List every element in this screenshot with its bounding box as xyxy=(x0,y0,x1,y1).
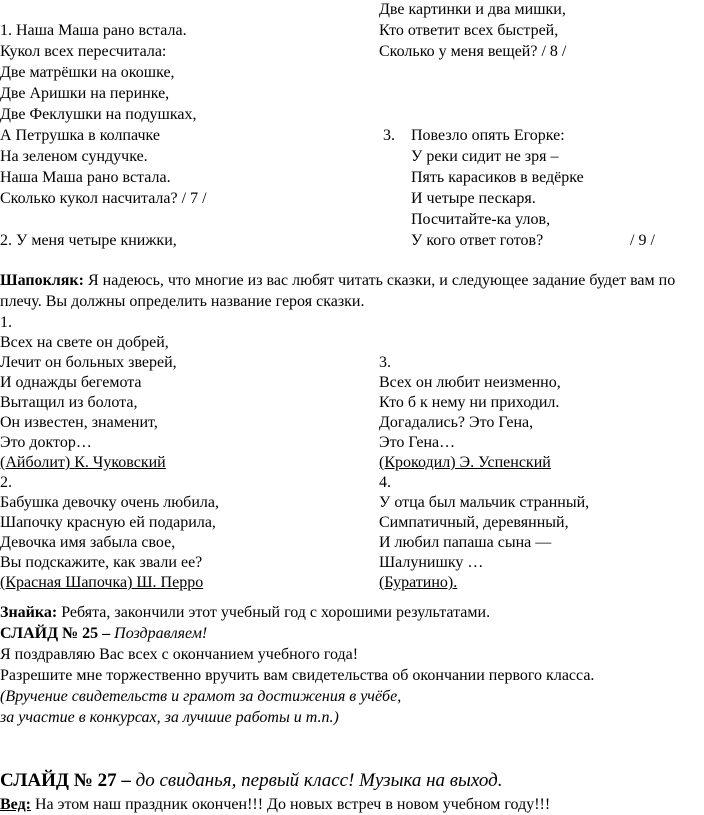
poem-3-line: У кого ответ готов? xyxy=(411,232,544,249)
riddle-line: И любил папаша сына — xyxy=(379,534,552,551)
riddle-number: 2. xyxy=(0,474,12,491)
ved-text: На этом наш праздник окончен!!! До новых встреч в новом учебном году!!! xyxy=(34,796,551,813)
shapoklyak-paragraph xyxy=(0,270,704,312)
riddle-line: Шапочку красную ей подарила, xyxy=(0,514,216,531)
riddle-line: Вытащил из болота, xyxy=(0,394,138,411)
poem-1-line: Сколько кукол насчитала? / 7 / xyxy=(0,190,207,207)
riddle-line: Бабушка девочку очень любила, xyxy=(0,494,219,511)
slide-25-title: Поздравляем! xyxy=(114,625,208,642)
poem-2-line: Сколько у меня вещей? / 8 / xyxy=(379,43,567,60)
shapoklyak-text: Я надеюсь, что многие из вас любят читать сказки, и следующее задание будет вам по плечу. Вы должны определить название героя сказки. xyxy=(0,272,676,310)
speaker-znayka: Знайка: xyxy=(0,604,58,621)
znayka-line xyxy=(0,603,490,623)
poem-1-line: Две матрёшки на окошке, xyxy=(0,64,175,81)
slide-25-note: за участие в конкурсах, за лучшие работы и т.п.) xyxy=(0,709,339,726)
ved-line xyxy=(0,795,550,815)
riddle-number: 4. xyxy=(379,474,391,491)
riddle-line: Девочка имя забыла свое, xyxy=(0,534,176,551)
riddle-line: И однажды бегемота xyxy=(0,374,142,391)
riddle-line: Кто б к нему ни приходил. xyxy=(379,394,560,411)
riddle-answer: (Буратино). xyxy=(379,574,458,591)
poem-3-line: И четыре пескаря. xyxy=(411,190,536,207)
poem-3-line: Пять карасиков в ведёрке xyxy=(411,169,584,186)
znayka-text: Ребята, закончили этот учебный год с хорошими результатами. xyxy=(61,604,491,621)
poem-1-line: Наша Маша рано встала. xyxy=(0,169,171,186)
poem-1-line: Две Аришки на перинке, xyxy=(0,85,170,102)
slide-27-heading xyxy=(0,769,502,793)
riddle-number: 1. xyxy=(0,314,12,331)
poem-1-line: А Петрушка в колпачке xyxy=(0,127,160,144)
poem-1-line: 1. Наша Маша рано встала. xyxy=(0,22,187,39)
poem-3-line: Посчитайте-ка улов, xyxy=(411,211,551,228)
poem-3-number: 3. xyxy=(383,127,395,144)
riddle-line: Вы подскажите, как звали ее? xyxy=(0,554,203,571)
riddle-answer: (Айболит) К. Чуковский xyxy=(0,454,166,471)
riddle-line: Всех на свете он добрей, xyxy=(0,334,169,351)
riddle-line: Это Гена… xyxy=(379,434,456,451)
slide-27-label: СЛАЙД № 27 – xyxy=(0,770,131,791)
poem-1-line: Кукол всех пересчитала: xyxy=(0,43,167,60)
riddle-line: Симпатичный, деревянный, xyxy=(379,514,569,531)
slide-25-label: СЛАЙД № 25 – xyxy=(0,625,111,642)
slide-25-heading xyxy=(0,624,207,644)
riddle-line: Он известен, знаменит, xyxy=(0,414,158,431)
riddle-answer: (Крокодил) Э. Успенский xyxy=(379,454,551,471)
riddle-number: 3. xyxy=(379,354,391,371)
poem-2-line: Кто ответит всех быстрей, xyxy=(379,22,559,39)
riddle-line: У отца был мальчик странный, xyxy=(379,494,590,511)
slide-25-note: (Вручение свидетельств и грамот за достижения в учёбе, xyxy=(0,688,402,705)
riddle-line: Догадались? Это Гена, xyxy=(379,414,534,431)
poem-2-line: 2. У меня четыре книжки, xyxy=(0,232,177,249)
riddle-line: Это доктор… xyxy=(0,434,92,451)
speaker-ved: Вед: xyxy=(0,796,31,813)
poem-1-line: На зеленом сундучке. xyxy=(0,148,148,165)
slide-25-line: Разрешите мне торжественно вручить вам свидетельства об окончании первого класса. xyxy=(0,667,595,684)
poem-1-line: Две Феклушки на подушках, xyxy=(0,106,197,123)
riddle-answer: (Красная Шапочка) Ш. Перро xyxy=(0,574,204,591)
speaker-shapoklyak: Шапокляк: xyxy=(0,272,84,289)
poem-3-answer: / 9 / xyxy=(630,232,655,249)
riddle-line: Шалунишку … xyxy=(379,554,484,571)
slide-25-line: Я поздравляю Вас всех с окончанием учебного года! xyxy=(0,646,359,663)
riddle-line: Всех он любит неизменно, xyxy=(379,374,561,391)
poem-3-line: У реки сидит не зря – xyxy=(411,148,559,165)
poem-3-line: Повезло опять Егорке: xyxy=(411,127,565,144)
riddle-line: Лечит он больных зверей, xyxy=(0,354,177,371)
slide-27-title: до свиданья, первый класс! Музыка на выход. xyxy=(135,770,503,791)
poem-2-line: Две картинки и два мишки, xyxy=(379,1,566,18)
